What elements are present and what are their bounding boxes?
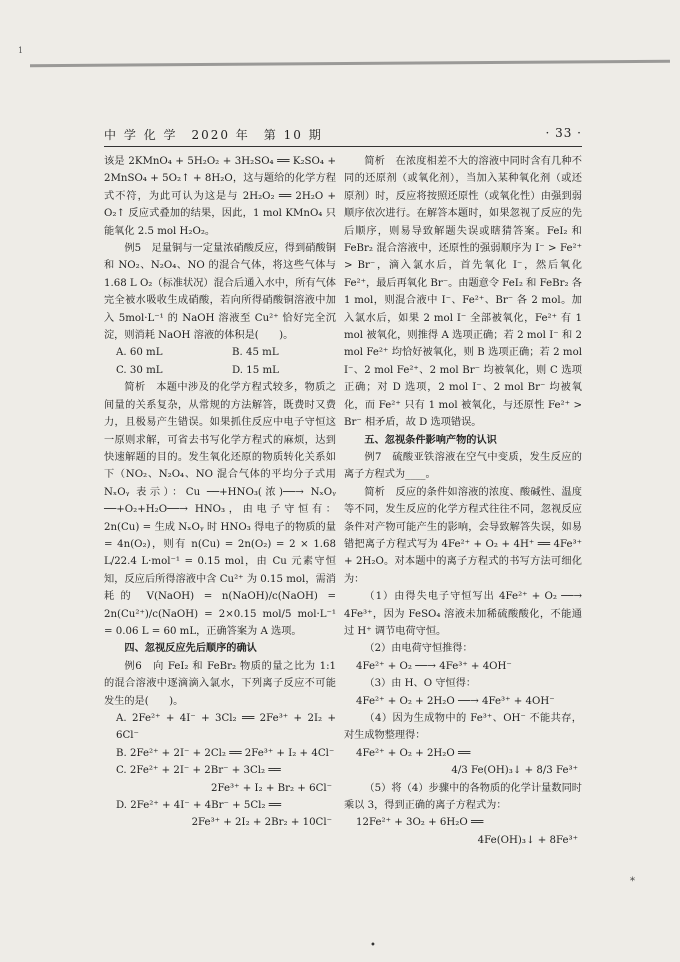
- journal-title: 中 学 化 学 2020 年 第 10 期: [104, 128, 323, 142]
- equation-line: 4Fe²⁺ + O₂ + 2H₂O ══: [356, 747, 471, 759]
- paragraph: （4）因为生成物中的 Fe³⁺、OH⁻ 不能共存，对生成物整理得：: [344, 713, 582, 742]
- paragraph: 简析 反应的条件如溶液的浓度、酸碱性、温度等不同，发生反应的化学方程式往往不同，忽视反应条件对产物可能产生的影响，会导致解答失误，如易错把离子方程式写为 4Fe²⁺ + O₂ + 4H⁺ ══ 4Fe³⁺ + 2H₂O。对本题中的离子方程式的书写方法可细化为：: [344, 486, 582, 585]
- equation-line: 12Fe²⁺ + 3O₂ + 6H₂O ══: [356, 817, 484, 829]
- running-header: [104, 126, 582, 147]
- paragraph: 该是 2KMnO₄ + 5H₂O₂ + 3H₂SO₄ ══ K₂SO₄ + 2MnSO₄ + 5O₂↑ + 8H₂O，这与题给的化学方程式不符，为此可认为这是与 2H₂O₂ ══ 2H₂O + O₂↑ 反应式叠加的结果，因此，1 mol KMnO₄ 只能氧化 2.5 mol H₂O₂。: [104, 156, 336, 237]
- equation-line: 4Fe(OH)₃↓ + 8Fe³⁺: [477, 834, 578, 846]
- paragraph: 例5 足量铜与一定量浓硝酸反应，得到硝酸铜和 NO₂、N₂O₄、NO 的混合气体，将这些气体与 1.68 L O₂（标准状况）混合后通入水中，所有气体完全被水吸收生成硝酸，若向所得硝酸铜溶液中加入 5mol·L⁻¹ 的 NaOH 溶液至 Cu²⁺ 恰好完全沉淀，则消耗 NaOH 溶液的体积是( )。: [104, 243, 336, 342]
- page-number: · 33 ·: [545, 126, 582, 140]
- paragraph: （3）由 H、O 守恒得：: [364, 678, 477, 690]
- equation-line: 2Fe³⁺ + I₂ + Br₂ + 6Cl⁻: [211, 782, 332, 794]
- answer-option: B. 45 mL: [232, 347, 279, 359]
- equation-line: 4/3 Fe(OH)₃↓ + 8/3 Fe³⁺: [451, 765, 578, 777]
- paragraph: （2）由电荷守恒推得：: [364, 643, 473, 655]
- equation-line: C. 2Fe²⁺ + 2I⁻ + 2Br⁻ + 3Cl₂ ══: [116, 765, 281, 777]
- paragraph: （5）将（4）步骤中的各物质的化学计量数同时乘以 3，得到正确的离子方程式为：: [344, 782, 582, 812]
- paragraph: 简析 在浓度相差不大的溶液中同时含有几种不同的还原剂（或氧化剂），当加入某种氧化剂（或还原剂）时，反应将按照还原性（或氧化性）由强到弱顺序依次进行。在解答本题时，如果忽视了反应的先后顺序，则易导致解题失误或瞎猜答案。FeI₂ 和 FeBr₂ 混合溶液中，还原性的强弱顺序为 I⁻ > Fe²⁺ > Br⁻，滴入氯水后，首先氧化 I⁻，然后氧化 Fe²⁺，最后再氧化 Br⁻。由题意令 FeI₂ 和 FeBr₂ 各 1 mol，则混合液中 I⁻、Fe²⁺、Br⁻ 各 2 mol。加入氯水后，如果 2 mol I⁻ 全部被氧化，Fe²⁺ 有 1 mol 被氧化，则推得 A 选项正确；若 2 mol I⁻ 和 2 mol Fe²⁺ 均恰好被氧化，则 B 选项正确；若 2 mol I⁻、2 mol Fe²⁺、2 mol Br⁻ 均被氧化，则 C 选项正确；对 D 选项，2 mol I⁻、2 mol Br⁻ 均被氧化，而 Fe²⁺ 只有 1 mol 被氧化，与还原性 Fe²⁺ > Br⁻ 相矛盾，故 D 选项错误。: [344, 156, 582, 429]
- equation-line: 4Fe²⁺ + O₂ + 2H₂O ──→ 4Fe³⁺ + 4OH⁻: [356, 695, 555, 707]
- equation-line: D. 2Fe²⁺ + 4I⁻ + 4Br⁻ + 5Cl₂ ══: [116, 800, 282, 812]
- answer-option: C. 30 mL: [116, 364, 163, 376]
- left-column: [104, 153, 336, 832]
- answer-option: D. 15 mL: [232, 364, 279, 376]
- paragraph: 例6 向 FeI₂ 和 FeBr₂ 物质的量之比为 1:1 的混合溶液中逐滴滴入氯水，下列离子反应不可能发生的是( )。: [104, 660, 336, 707]
- paragraph: （1）由得失电子守恒写出 4Fe²⁺ + O₂ ──→ 4Fe³⁺，因为 FeSO₄ 溶液未加稀硫酸酸化，不能通过 H⁺ 调节电荷守恒。: [344, 591, 582, 637]
- section-heading: 四、忽视反应先后顺序的确认: [124, 642, 257, 655]
- page-edge-shadow: [30, 60, 670, 67]
- answer-options: [104, 344, 336, 379]
- answer-option: A. 60 mL: [116, 347, 163, 359]
- paragraph: 例7 硫酸亚铁溶液在空气中变质，发生反应的离子方程式为____。: [344, 451, 582, 481]
- equation-line: A. 2Fe²⁺ + 4I⁻ + 3Cl₂ ══ 2Fe³⁺ + 2I₂ + 6Cl⁻: [116, 713, 336, 742]
- paragraph: 简析 本题中涉及的化学方程式较多，物质之间量的关系复杂，从常规的方法解答，既费时又费力，且极易产生错误。如果抓住反应中电子守恒这一原则求解，可省去书写化学方程式的麻烦，达到快速解题的目的。发生氧化还原的物质转化关系如下（NO₂、N₂O₄、NO 混合气体的平均分子式用 NₓOᵧ 表示）：Cu ──+HNO₃(浓)──→ NₓOᵧ ──+O₂+H₂O──→ HNO₃，由电子守恒有：2n(Cu) = 生成 NₓOᵧ 时 HNO₃ 得电子的物质的量 = 4n(O₂)，则有 n(Cu) = 2n(O₂) = 2 × 1.68 L/22.4 L·mol⁻¹ = 0.15 mol，由 Cu 元素守恒知，反应后所得溶液中含 Cu²⁺ 为 0.15 mol，需消耗的 V(NaOH) = n(NaOH)/c(NaOH) = 2n(Cu²⁺)/c(NaOH) = 2×0.15 mol/5 mol·L⁻¹ = 0.06 L = 60 mL，正确答案为 A 选项。: [104, 382, 336, 637]
- margin-mark: 1: [18, 46, 24, 55]
- margin-mark-star: *: [630, 876, 635, 887]
- margin-mark-smudge: •: [370, 940, 376, 951]
- equation-line: 2Fe³⁺ + 2I₂ + 2Br₂ + 10Cl⁻: [191, 817, 332, 829]
- section-heading: 五、忽视条件影响产物的认识: [364, 433, 497, 446]
- equation-line: B. 2Fe²⁺ + 2I⁻ + 2Cl₂ ══ 2Fe³⁺ + I₂ + 4Cl⁻: [116, 747, 335, 759]
- right-column: [344, 153, 582, 849]
- equation-line: 4Fe²⁺ + O₂ ──→ 4Fe³⁺ + 4OH⁻: [356, 660, 512, 672]
